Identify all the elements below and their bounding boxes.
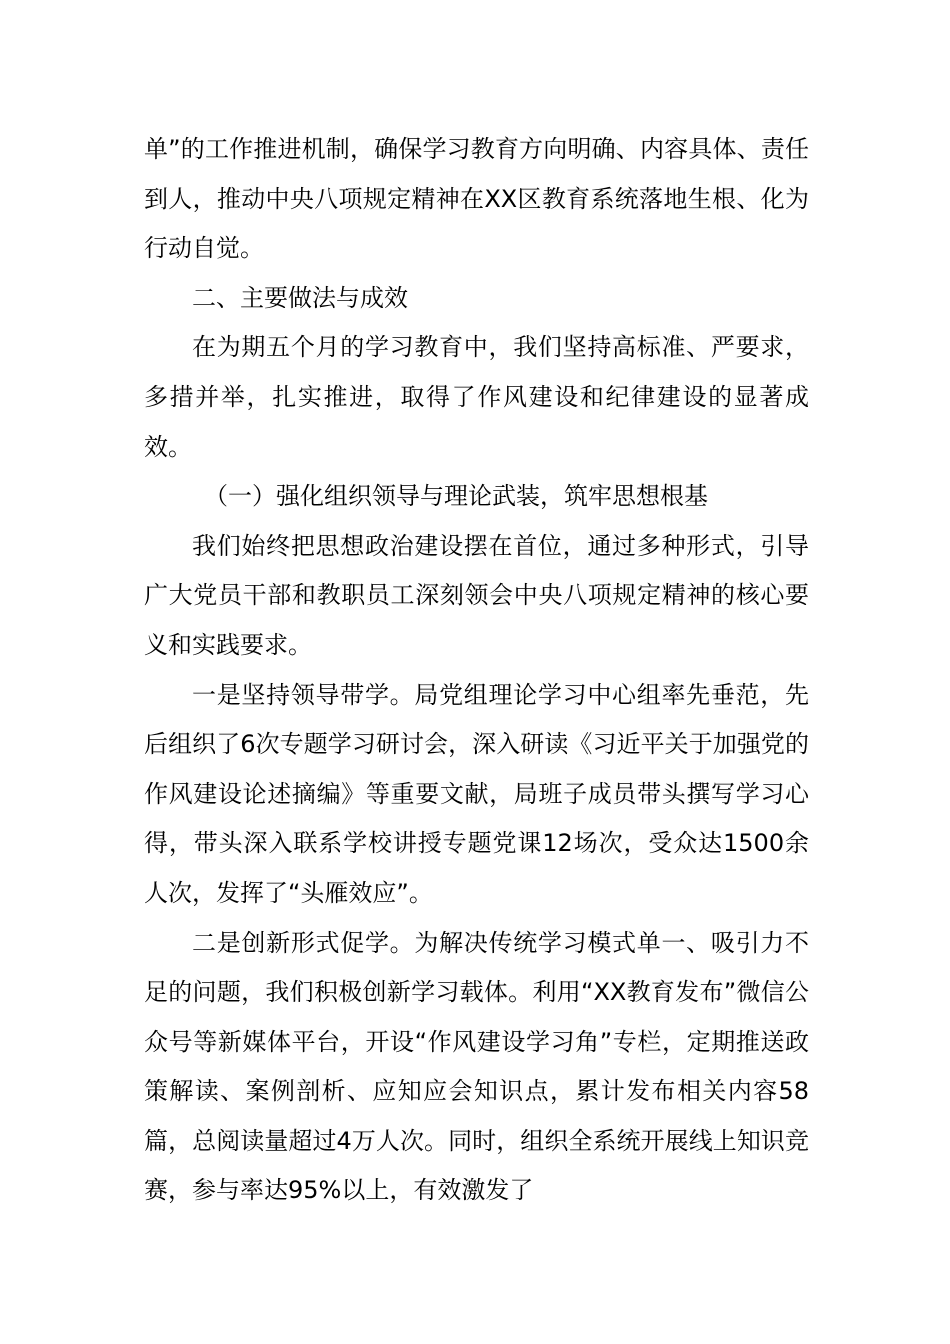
paragraph-continuation: 单”的工作推进机制，确保学习教育方向明确、内容具体、责任到人，推动中央八项规定精神在XX区教育系统落地生根、化为行动自觉。: [144, 135, 809, 263]
subsection-heading-1: （一）强化组织领导与理论武装，筑牢思想根基: [204, 482, 708, 511]
paragraph-intro: 在为期五个月的学习教育中，我们坚持高标准、严要求，多措并举，扎实推进，取得了作风建设和纪律建设的显著成效。: [144, 333, 809, 461]
paragraph-leadership-study: 一是坚持领导带学。局党组理论学习中心组率先垂范，先后组织了6次专题学习研讨会，深入研读《习近平关于加强党的作风建设论述摘编》等重要文献，局班子成员带头撰写学习心得，带头深入联系学校讲授专题党课12场次，受众达1500余人次，发挥了“头雁效应”。: [144, 680, 809, 907]
paragraph-innovative-study: 二是创新形式促学。为解决传统学习模式单一、吸引力不足的问题，我们积极创新学习载体。利用“XX教育发布”微信公众号等新媒体平台，开设“作风建设学习角”专栏，定期推送政策解读、案例剖析、应知应会知识点，累计发布相关内容58篇，总阅读量超过4万人次。同时，组织全系统开展线上知识竞赛，参与率达95%以上，有效激发了: [144, 928, 809, 1205]
document-body: [144, 125, 809, 1216]
paragraph-ideological-building: 我们始终把思想政治建设摆在首位，通过多种形式，引导广大党员干部和教职员工深刻领会中央八项规定精神的核心要义和实践要求。: [144, 531, 809, 659]
section-heading-main-practices: 二、主要做法与成效: [192, 283, 408, 312]
